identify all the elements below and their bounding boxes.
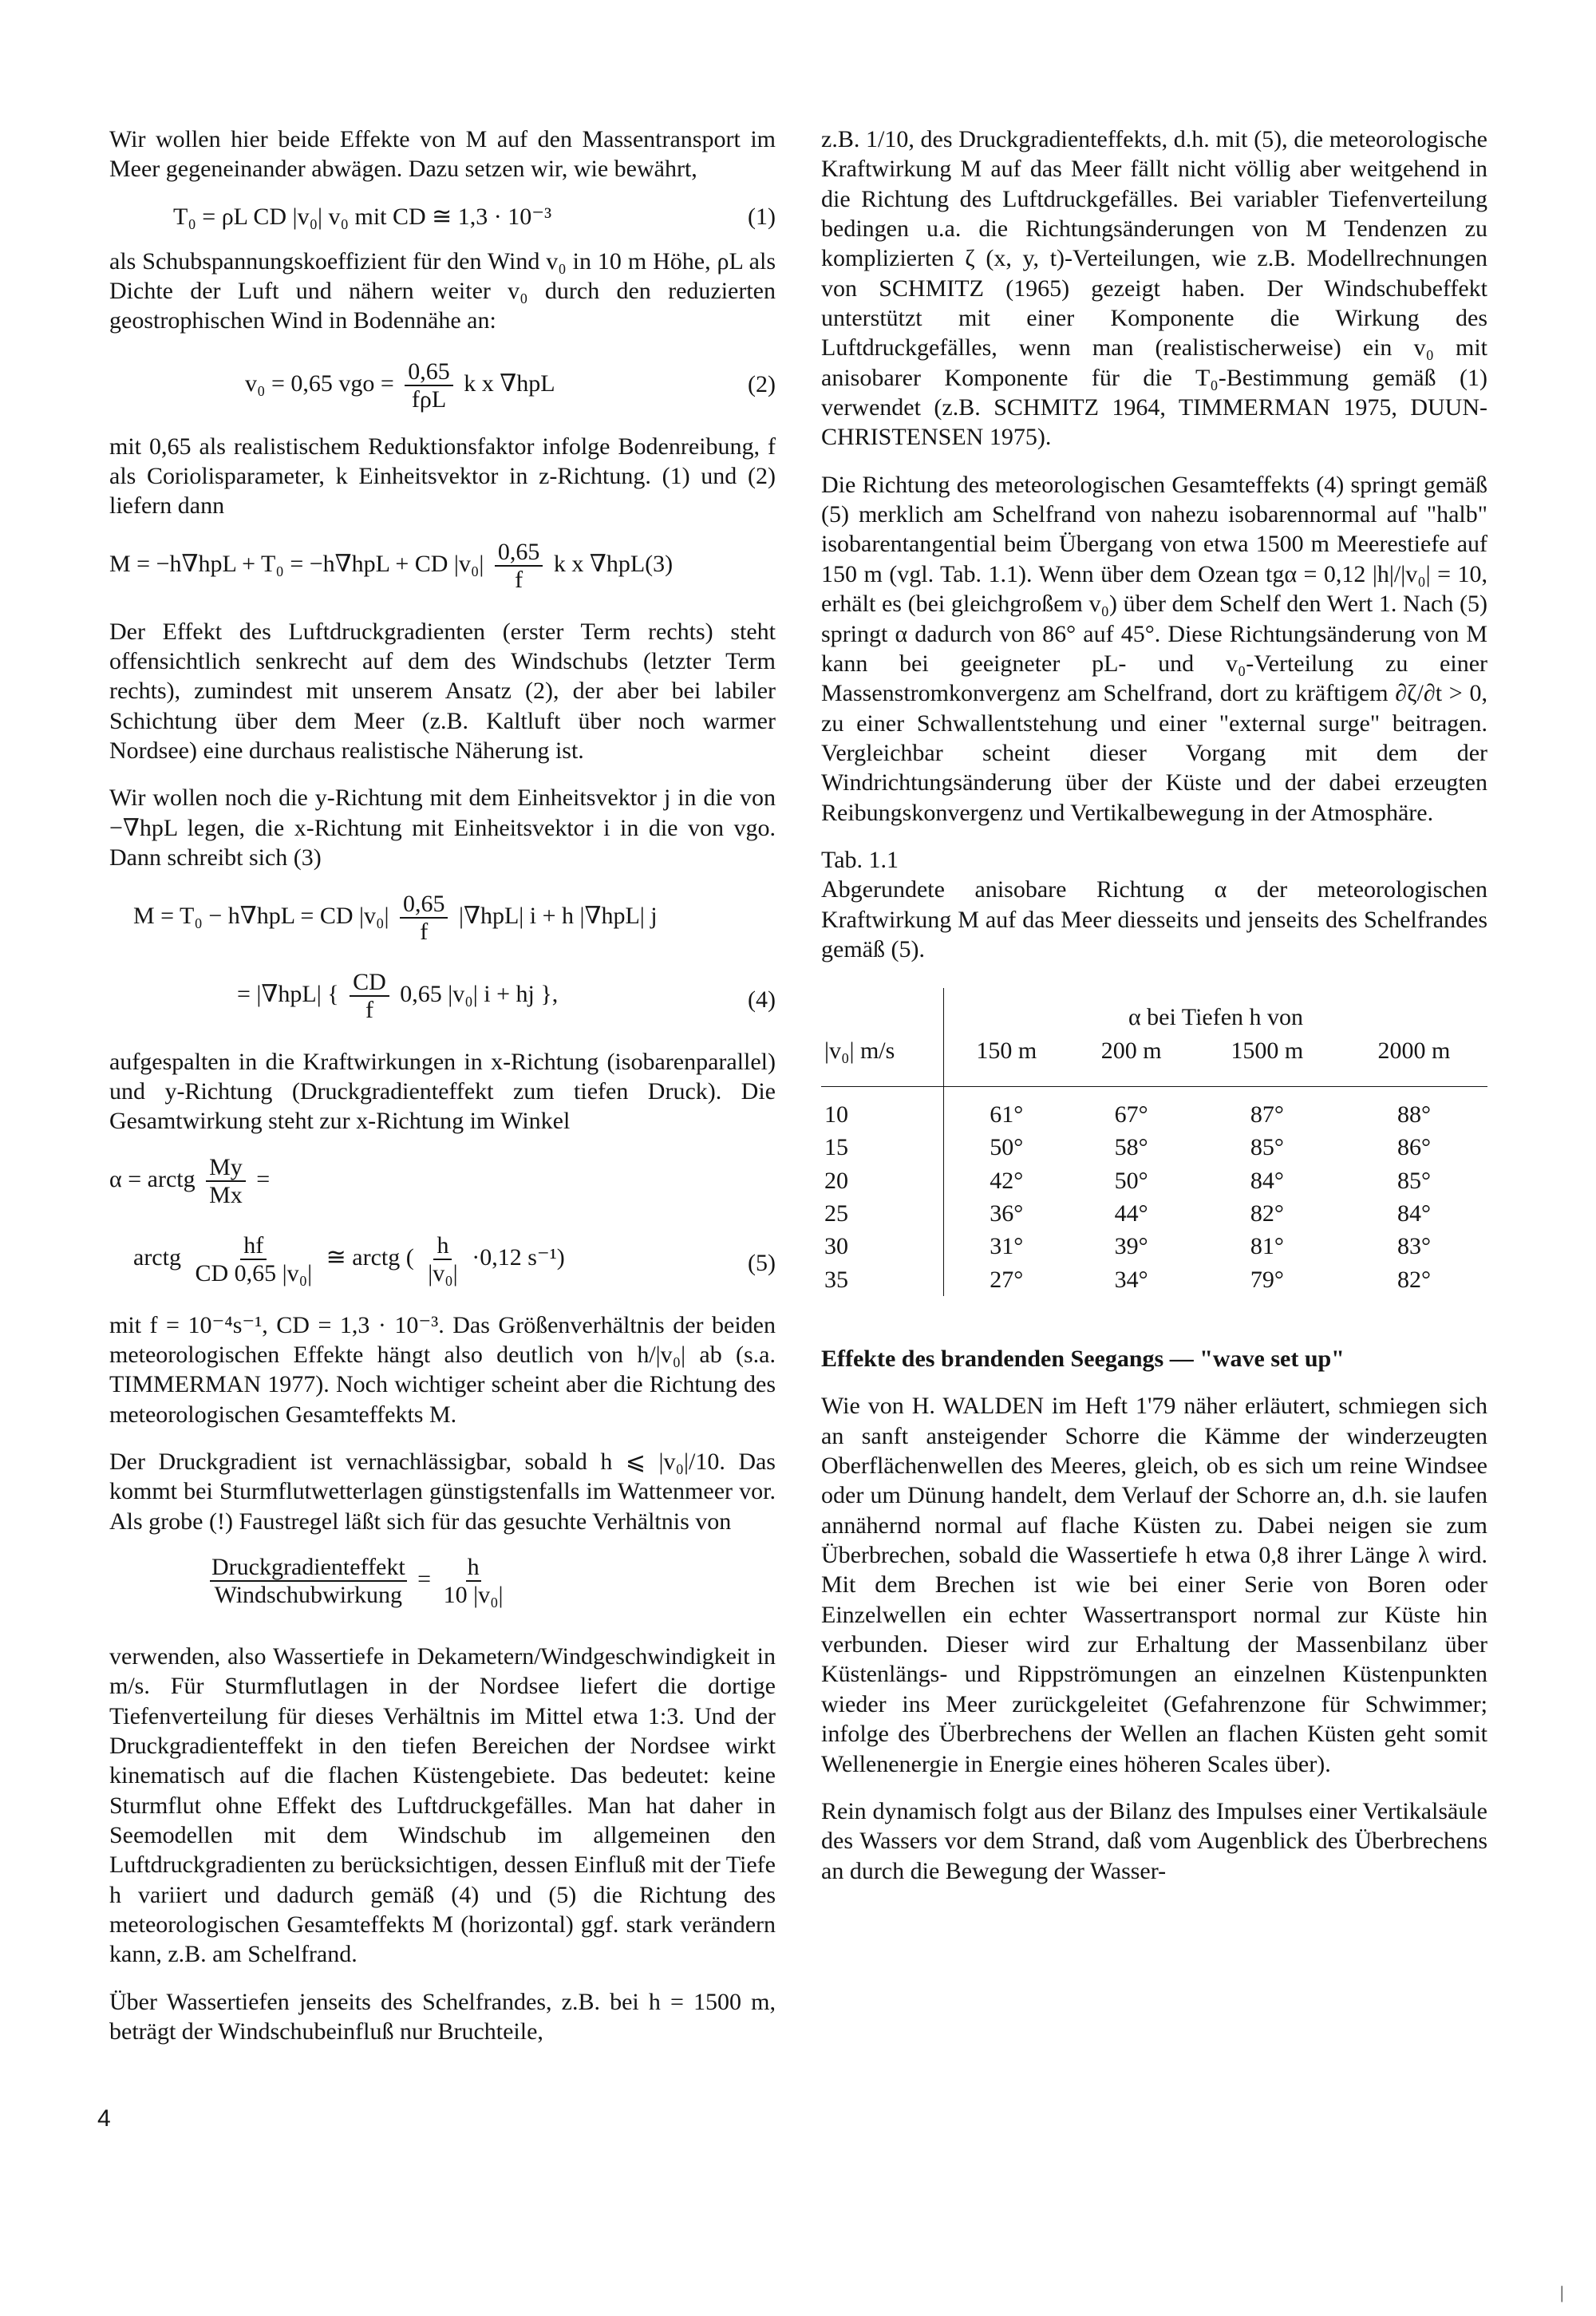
fraction-denominator: f bbox=[365, 996, 373, 1023]
paragraph: verwenden, also Wassertiefe in Dekametern/Windgeschwindigkeit in m/s. Für Sturmflutlagen in der Nordsee liefert die dortige Tiefenverteilung für dieses Verhältnis im Mittel etwa 1:3. Und der Druckgradienteffekt in den tiefen Bereichen der Nordsee wirkt kinematisch auf die flachen Küstengebiete. Das bedeutet: keine Sturmflut ohne Effekt des Luftdruckgefälles. Man hat daher in Seemodellen mit dem Windschub im allgemeinen den Luftdruckgradienten zu berücksichtigen, dessen Einfluß mit der Tiefe h variiert und dadurch gemäß (4) und (5) die Richtung des meteorologischen Gesamteffekts M (horizontal) ggf. stark verändern kann, z.B. am Schelfrand. bbox=[109, 1642, 776, 1968]
fraction bbox=[210, 1554, 407, 1608]
table-cell: 84° bbox=[1396, 1200, 1431, 1227]
left-column bbox=[109, 124, 776, 2064]
table-cell: 61° bbox=[990, 1101, 1024, 1128]
table-cell-speed: 30 bbox=[821, 1230, 944, 1263]
equation-part: k x ∇hpL(3) bbox=[553, 550, 674, 577]
table-cell-speed: 35 bbox=[821, 1263, 944, 1296]
equation-part: k x ∇hpL bbox=[464, 370, 555, 397]
table-row bbox=[821, 1086, 1487, 1131]
rule-of-thumb-equation bbox=[109, 1554, 776, 1626]
table-cell: 87° bbox=[1250, 1101, 1284, 1128]
paragraph: Über Wassertiefen jenseits des Schelfrandes, z.B. bei h = 1500 m, beträgt der Windschubeinfluß nur Bruchteile, bbox=[109, 1988, 776, 2045]
table-cell: 67° bbox=[1114, 1101, 1148, 1128]
caption-title: Tab. 1.1 bbox=[821, 846, 899, 873]
paragraph: mit 0,65 als realistischem Reduktionsfaktor infolge Bodenreibung, f als Coriolisparameter, k Einheitsvektor in z-Richtung. (1) und (2) liefern dann bbox=[109, 433, 776, 520]
fraction-denominator: CD 0,65 |v₀| bbox=[195, 1259, 313, 1286]
table-row bbox=[821, 1164, 1487, 1197]
page-number: 4 bbox=[97, 2105, 111, 2132]
equation-part: = bbox=[417, 1565, 432, 1592]
table-column-header: 1500 m bbox=[1194, 1034, 1341, 1087]
scan-mark: | bbox=[1560, 2282, 1564, 2302]
equation-part: 0,65 |v₀| i + hj }, bbox=[400, 980, 559, 1007]
table-cell: 42° bbox=[990, 1167, 1024, 1194]
table-cell: 82° bbox=[1250, 1200, 1284, 1227]
table-column-header: 2000 m bbox=[1341, 1034, 1487, 1087]
fraction-denominator: fρL bbox=[411, 385, 447, 413]
equation-part: |∇hpL| i + h |∇hpL| j bbox=[458, 902, 658, 929]
fraction bbox=[400, 891, 448, 945]
paragraph: Rein dynamisch folgt aus der Bilanz des Impulses einer Vertikalsäule des Wassers vor dem Strand, daß vom Augenblick des Überbrechens an durch die Bewegung der Wasser- bbox=[821, 1797, 1487, 1884]
fraction-numerator: Druckgradienteffekt bbox=[211, 1553, 405, 1580]
right-column bbox=[821, 124, 1487, 1903]
table-cell: 50° bbox=[990, 1134, 1024, 1161]
fraction-numerator: 0,65 bbox=[405, 358, 453, 386]
table-row bbox=[821, 1131, 1487, 1164]
table-cell-speed: 25 bbox=[821, 1197, 944, 1230]
table-cell: 34° bbox=[1114, 1266, 1148, 1293]
equation-4b bbox=[109, 969, 776, 1036]
fraction-denominator: Windschubwirkung bbox=[214, 1581, 403, 1608]
paragraph: Wir wollen noch die y-Richtung mit dem Einheitsvektor j in die von −∇hpL legen, die x-Richtung mit Einheitsvektor i in die von vgo. Dann schreibt sich (3) bbox=[109, 785, 776, 871]
table-cell: 81° bbox=[1250, 1233, 1284, 1260]
fraction-denominator: f bbox=[515, 566, 523, 593]
equation-part: ·0,12 s⁻¹) bbox=[472, 1243, 565, 1271]
equation-part: arctg bbox=[133, 1243, 181, 1271]
caption-text: Abgerundete anisobare Richtung α der meteorologischen Kraftwirkung M auf das Meer diesseits und jenseits des Schelfrandes gemäß (5). bbox=[821, 876, 1487, 962]
equation-1 bbox=[109, 202, 776, 235]
table-cell: 58° bbox=[1114, 1134, 1148, 1161]
equation-5a bbox=[109, 1154, 776, 1221]
table-caption bbox=[821, 845, 1487, 964]
fraction bbox=[425, 1232, 460, 1286]
table-cell: 85° bbox=[1396, 1167, 1431, 1194]
equation-part: = bbox=[256, 1165, 271, 1192]
table-cell-speed: 15 bbox=[821, 1131, 944, 1164]
paragraph: Die Richtung des meteorologischen Gesamteffekts (4) springt gemäß (5) merklich am Schelfrand von nahezu isobarennormal auf "halb" isobarentangential beim Übergang von etwa 1500 m Meerestiefe auf 150 m (vgl. Tab. 1.1). Wenn über dem Ozean tgα = 0,12 |h|/|v₀| = 10, erhält es (bei gleichgroßem v₀) über dem Schelf den Wert 1. Nach (5) springt α dadurch von 86° auf 45°. Diese Richtungsänderung von M kann bei geeigneter pL- und v₀-Verteilung zu einer Massenstromkonvergenz am Schelfrand, dort zu kräftigem ∂ζ/∂t > 0, zu einer Schwallentstehung und einer "external surge" beitragen. Vergleichbar scheint dieser Vorgang mit dem der Windrichtungsänderung über der Küste und der dabei erzeugten Reibungskonvergenz und Vertikalbewegung in der Atmosphäre. bbox=[821, 471, 1487, 826]
fraction-numerator: h bbox=[467, 1553, 480, 1580]
table-cell: 50° bbox=[1114, 1167, 1148, 1194]
table-row bbox=[821, 1230, 1487, 1263]
equation-body: T₀ = ρL CD |v₀| v₀ mit CD ≅ 1,3 · 10⁻³ bbox=[173, 203, 552, 230]
equation-part: M = −h∇hpL + T₀ = −h∇hpL + CD |v₀| bbox=[109, 550, 484, 577]
table-cell: 31° bbox=[990, 1233, 1024, 1260]
fraction-numerator: hf bbox=[240, 1232, 267, 1260]
table-row-header: |v₀| m/s bbox=[821, 1034, 944, 1087]
paragraph: als Schubspannungskoeffizient für den Wind v₀ in 10 m Höhe, ρL als Dichte der Luft und nähern weiter v₀ durch den reduzierten geostrophischen Wind in Bodennähe an: bbox=[109, 247, 776, 334]
section-heading: Effekte des brandenden Seegangs — "wave set up" bbox=[821, 1346, 1345, 1373]
equation-2 bbox=[109, 354, 776, 421]
equation-number: (1) bbox=[748, 203, 776, 230]
table-cell: 85° bbox=[1250, 1134, 1284, 1161]
fraction-numerator: 0,65 bbox=[495, 539, 543, 567]
equation-number: (5) bbox=[748, 1249, 776, 1276]
table-group-header: α bei Tiefen h von bbox=[1128, 1004, 1304, 1031]
table-cell-speed: 20 bbox=[821, 1164, 944, 1197]
paragraph: Der Druckgradient ist vernachlässigbar, sobald h ⩽ |v₀|/10. Das kommt bei Sturmflutwetterlagen günstigstenfalls im Wattenmeer vor. Als grobe (!) Faustregel läßt sich für das gesuchte Verhältnis von bbox=[109, 1448, 776, 1535]
fraction-denominator: 10 |v₀| bbox=[443, 1581, 504, 1608]
table-cell: 39° bbox=[1114, 1233, 1148, 1260]
table-cell: 84° bbox=[1250, 1167, 1284, 1194]
fraction bbox=[405, 358, 453, 413]
equation-part: = |∇hpL| { bbox=[237, 980, 339, 1007]
fraction bbox=[206, 1154, 246, 1208]
paragraph: z.B. 1/10, des Druckgradienteffekts, d.h. mit (5), die meteorologische Kraftwirkung M auf das Meer fällt nicht völlig aber weitgehend in die Richtung des Luftdruckgefälles. Bei variabler Tiefenverteilung bedingen u.a. die Richtungsänderungen von M Tendenzen zu komplizierten ζ (x, y, t)-Verteilungen, wie z.B. Modellrechnungen von SCHMITZ (1965) gezeigt haben. Der Windschubeffekt unterstützt mit einer Komponente die Wirkung des Luftdruckgefälles, wenn man (realistischerweise) ein v₀ mit anisobarer Komponente für die T₀-Bestimmung gemäß (1) verwendet (z.B. SCHMITZ 1964, TIMMERMAN 1975, DUUN-CHRISTENSEN 1975). bbox=[821, 126, 1487, 451]
table-cell: 88° bbox=[1396, 1101, 1431, 1128]
table-cell: 86° bbox=[1396, 1134, 1431, 1161]
equation-part: v₀ = 0,65 vgo = bbox=[245, 370, 394, 397]
fraction-numerator: 0,65 bbox=[400, 891, 448, 919]
table-cell: 79° bbox=[1250, 1266, 1284, 1293]
fraction-numerator: h bbox=[433, 1232, 452, 1260]
paragraph: Wir wollen hier beide Effekte von M auf den Massentransport im Meer gegeneinander abwägen. Dazu setzen wir, wie bewährt, bbox=[109, 126, 776, 183]
equation-part: M = T₀ − h∇hpL = CD |v₀| bbox=[133, 902, 389, 929]
fraction-numerator: CD bbox=[350, 969, 389, 997]
fraction-denominator: f bbox=[420, 918, 429, 945]
paragraph: mit f = 10⁻⁴s⁻¹, CD = 1,3 · 10⁻³. Das Größenverhältnis der beiden meteorologischen Effekte hängt also deutlich von h/|v₀| ab (s.a. TIMMERMAN 1977). Noch wichtiger scheint aber die Richtung des meteorologischen Gesamteffekts M. bbox=[109, 1311, 776, 1428]
equation-5b bbox=[109, 1232, 776, 1299]
table-cell: 36° bbox=[990, 1200, 1024, 1227]
table-column-header: 150 m bbox=[944, 1034, 1069, 1087]
equation-3 bbox=[109, 539, 776, 606]
fraction bbox=[495, 539, 543, 593]
table-cell: 27° bbox=[990, 1266, 1024, 1293]
fraction-denominator: Mx bbox=[209, 1181, 243, 1208]
table-cell: 82° bbox=[1396, 1266, 1431, 1293]
paragraph: Der Effekt des Luftdruckgradienten (erster Term rechts) steht offensichtlich senkrecht auf dem des Windschubs (letzter Term rechts), zumindest mit unserem Ansatz (2), der aber bei labiler Schichtung über dem Meer (z.B. Kaltluft über noch warmer Nordsee) eine durchaus realistische Näherung ist. bbox=[109, 618, 776, 765]
fraction bbox=[350, 969, 389, 1023]
table-cell: 44° bbox=[1114, 1200, 1148, 1227]
fraction-denominator: |v₀| bbox=[428, 1259, 458, 1286]
table-row bbox=[821, 1263, 1487, 1296]
table-cell: 83° bbox=[1396, 1233, 1431, 1260]
fraction-numerator: My bbox=[206, 1154, 246, 1182]
fraction bbox=[192, 1232, 315, 1286]
data-table bbox=[821, 988, 1487, 1296]
table-cell-speed: 10 bbox=[821, 1086, 944, 1131]
equation-number: (4) bbox=[748, 986, 776, 1013]
equation-4a bbox=[109, 891, 776, 958]
table-column-header: 200 m bbox=[1069, 1034, 1194, 1087]
paragraph: aufgespalten in die Kraftwirkungen in x-Richtung (isobarenparallel) und y-Richtung (Druckgradienteffekt zum tiefen Druck). Die Gesamtwirkung steht zur x-Richtung im Winkel bbox=[109, 1048, 776, 1135]
equation-number: (2) bbox=[748, 370, 776, 397]
paragraph: Wie von H. WALDEN im Heft 1'79 näher erläutert, schmiegen sich an sanft ansteigender Schorre die Kämme der winderzeugten Oberflächenwellen des Meeres, gleich, ob es sich um reine Windsee oder um Dünung handelt, dem Verlauf der Schorre an, d.h. sie laufen annähernd normal auf flache Küsten zu. Dabei neigen sie zum Überbrechen, sobald die Wassertiefe h etwa 0,8 ihrer Länge λ wird. Mit dem Brechen ist wie bei einer Serie von Boren oder Einzelwellen ein echter Wassertransport normal zur Küste hin verbunden. Dieser wird zur Erhaltung der Massenbilanz über Küstenlängs- und Rippströmungen an einzelnen Küstenpunkten wieder ins Meer zurückgeleitet (Gefahrenzone für Schwimmer; infolge des Überbrechens der Wellen an flachen Küsten geht somit Wellenenergie in Energie eines höheren Scales über). bbox=[821, 1393, 1487, 1777]
table-row bbox=[821, 1197, 1487, 1230]
equation-part: ≅ arctg ( bbox=[326, 1243, 414, 1271]
equation-part: α = arctg bbox=[109, 1165, 196, 1192]
fraction bbox=[442, 1554, 505, 1608]
